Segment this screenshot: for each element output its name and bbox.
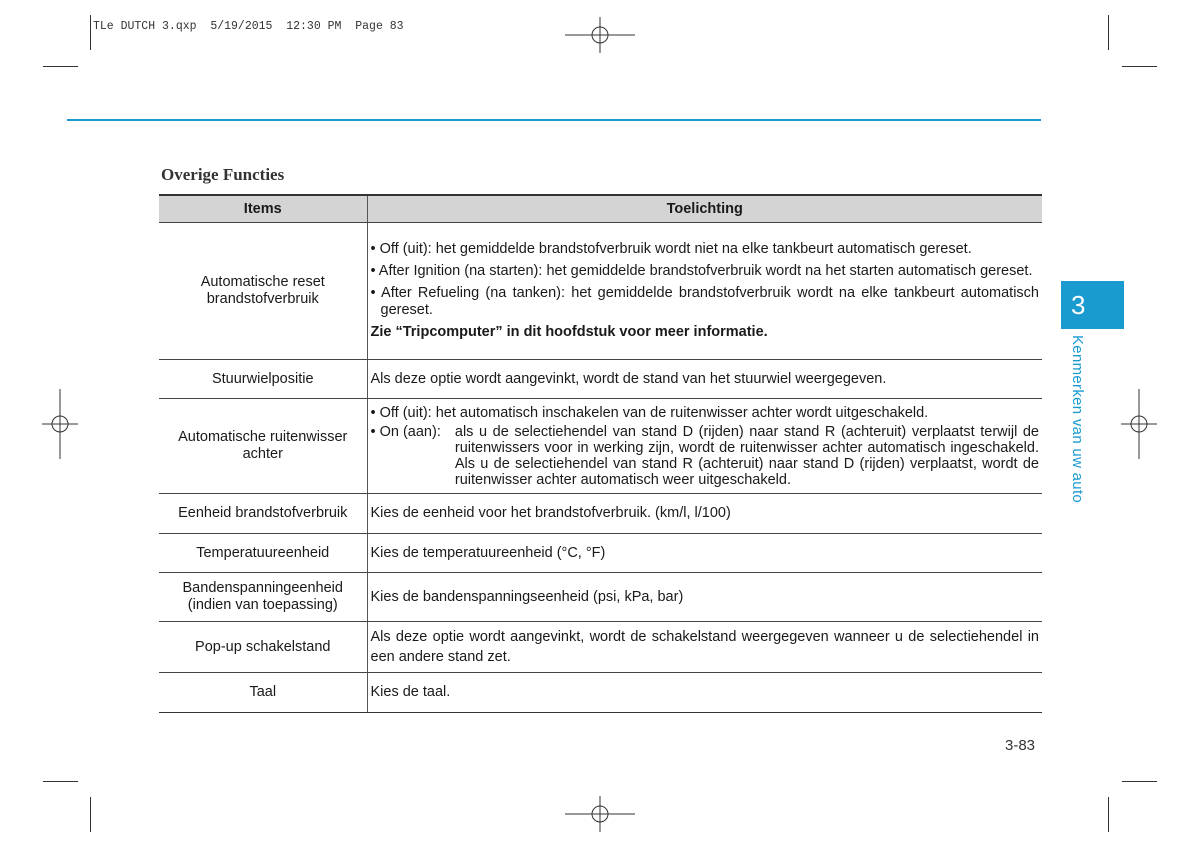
description-cell xyxy=(367,622,1042,673)
table-row xyxy=(159,360,1042,399)
item-label: Pop-up schakelstand xyxy=(195,638,331,655)
description-text: Als deze optie wordt aangevinkt, wordt de schakelstand weergegeven wanneer u de selectiehendel in een andere stand zet. xyxy=(370,629,1039,665)
table-row xyxy=(159,399,1042,494)
crop-mark xyxy=(1108,797,1109,832)
functions-table xyxy=(159,194,1042,713)
item-cell xyxy=(159,534,367,573)
description-text: Als deze optie wordt aangevinkt, wordt de stand van het stuurwiel weergegeven. xyxy=(370,370,887,387)
crop-mark xyxy=(90,797,91,832)
item-label: Temperatuureenheid xyxy=(196,544,330,561)
registration-mark-icon xyxy=(565,17,635,53)
item-cell xyxy=(159,673,367,713)
description-cell xyxy=(367,534,1042,573)
crop-mark xyxy=(43,781,78,782)
bullet-item: • After Ignition (na starten): het gemiddelde brandstofverbruik wordt na het starten automatisch gereset. xyxy=(370,263,1033,279)
print-slug: TLe DUTCH 3.qxp 5/19/2015 12:30 PM Page 83 xyxy=(93,20,404,33)
table-row xyxy=(159,534,1042,573)
table-row xyxy=(159,622,1042,673)
description-text: Kies de bandenspanningseenheid (psi, kPa, bar) xyxy=(370,588,684,605)
item-label: Eenheid brandstofverbruik xyxy=(178,505,348,521)
table-header-row xyxy=(159,195,1042,223)
crop-mark xyxy=(1122,66,1157,67)
item-cell xyxy=(159,223,367,360)
registration-mark-icon xyxy=(42,389,78,459)
item-label: Automatische ruitenwisser achter xyxy=(178,429,348,462)
table-row xyxy=(159,573,1042,622)
crop-mark xyxy=(43,66,78,67)
item-cell xyxy=(159,399,367,494)
crop-mark xyxy=(90,15,91,50)
header-toelichting: Toelichting xyxy=(367,195,1042,223)
item-label: Bandenspanningeenheid xyxy=(182,580,343,596)
description-cell xyxy=(367,673,1042,713)
description-cell xyxy=(367,573,1042,622)
crop-mark xyxy=(1122,781,1157,782)
table-row xyxy=(159,673,1042,713)
bullet-item xyxy=(371,424,1040,488)
description-text: Kies de taal. xyxy=(370,684,451,700)
description-text: Kies de temperatuureenheid (°C, °F) xyxy=(370,544,606,561)
header-items: Items xyxy=(159,195,367,223)
bullet-item: • Off (uit): het gemiddelde brandstofverbruik wordt niet na elke tankbeurt automatisch gereset. xyxy=(370,241,972,257)
item-cell xyxy=(159,360,367,399)
chapter-title: Kenmerken van uw auto xyxy=(1069,335,1086,504)
table-row xyxy=(159,223,1042,360)
description-cell xyxy=(367,399,1042,494)
chapter-number: 3 xyxy=(1071,290,1086,320)
bullet-item: • After Refueling (na tanken): het gemiddelde brandstofverbruik wordt na elke tankbeurt automatisch gereset. xyxy=(370,285,1039,318)
item-label: Taal xyxy=(249,684,277,700)
item-cell xyxy=(159,622,367,673)
item-label: Stuurwielpositie xyxy=(211,370,314,387)
registration-mark-icon xyxy=(565,796,635,832)
table-row xyxy=(159,494,1042,534)
description-text: Kies de eenheid voor het brandstofverbruik. (km/l, l/100) xyxy=(370,505,731,521)
crop-mark xyxy=(1108,15,1109,50)
registration-mark-icon xyxy=(1121,389,1157,459)
item-label: Automatische reset brandstofverbruik xyxy=(200,274,325,307)
page-number: 3-83 xyxy=(1005,737,1036,754)
bullet-lead: • On (aan): xyxy=(370,423,445,440)
bullet-item: • Off (uit): het automatisch inschakelen van de ruitenwisser achter wordt uitgeschakeld. xyxy=(370,404,929,421)
item-cell xyxy=(159,494,367,534)
header-rule xyxy=(67,119,1041,121)
description-cell xyxy=(367,223,1042,360)
item-label-note: (indien van toepassing) xyxy=(187,597,338,613)
description-cell xyxy=(367,360,1042,399)
description-cell xyxy=(367,494,1042,534)
section-title: Overige Functies xyxy=(161,165,285,184)
chapter-tab xyxy=(1061,281,1124,329)
item-cell xyxy=(159,573,367,622)
bullet-body: als u de selectiehendel van stand D (rijden) naar stand R (achteruit) verplaatst terwijl de ruitenwissers voor in werking zijn, wordt de ruitenwisser achter automatisch ingeschakeld. Als u de selectiehendel van stand R (achteruit) naar stand D (rijden) verplaatst, wordt de ruitenwisser achter automatisch weer uitgeschakeld. xyxy=(454,423,1039,488)
reference-note: Zie “Tripcomputer” in dit hoofdstuk voor meer informatie. xyxy=(370,324,768,340)
